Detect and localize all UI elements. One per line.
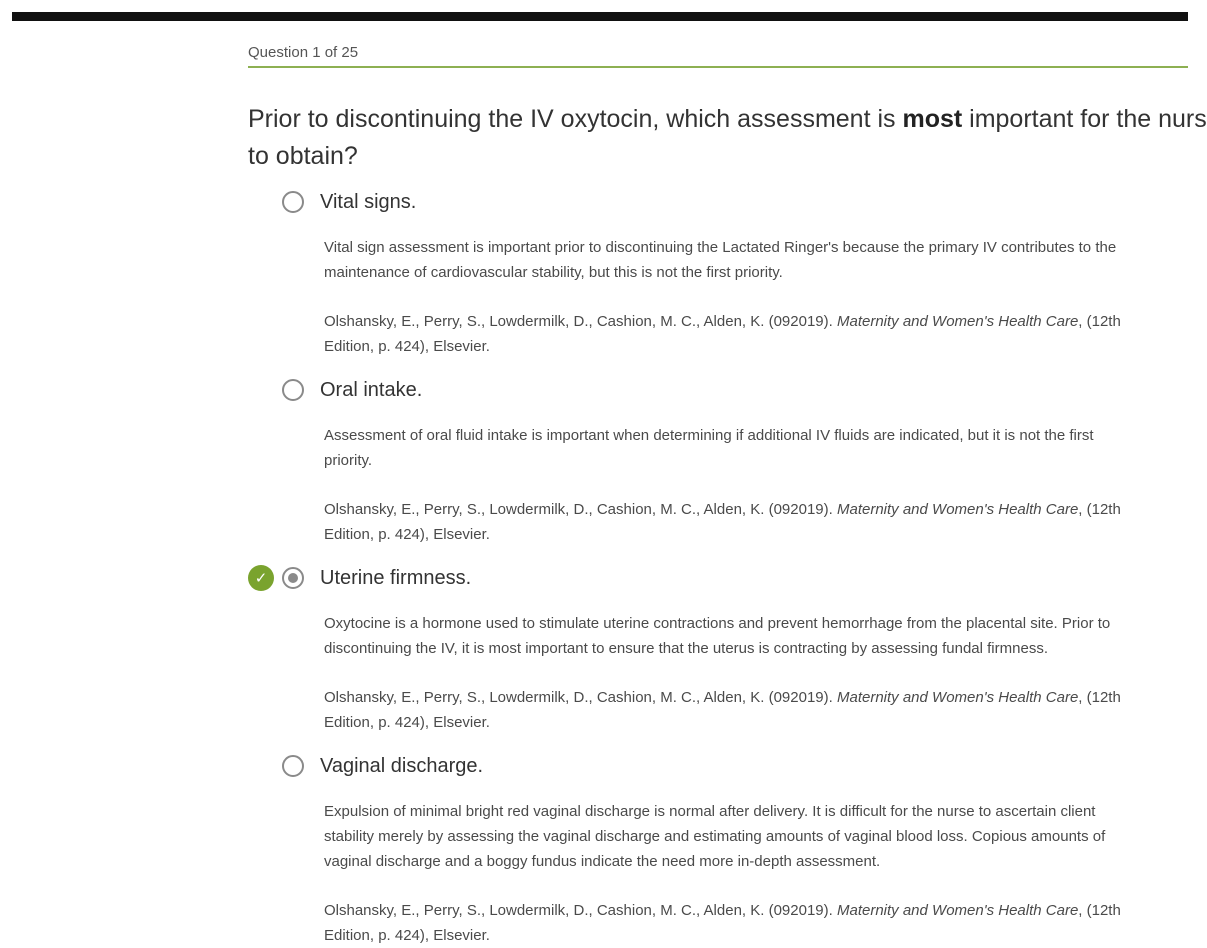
rationale-line: stability merely by assessing the vaginal discharge and estimating amounts of vaginal blood loss. Copious amounts of (324, 828, 1106, 845)
answer-option[interactable] (282, 749, 1200, 948)
reference-line (324, 685, 1200, 710)
question-line-1 (248, 101, 1207, 138)
reference-edition: , (12th (1078, 689, 1121, 706)
rationale-line: maintenance of cardiovascular stability, but this is not the first priority. (324, 264, 783, 281)
rationale-line: priority. (324, 452, 373, 469)
radio-button-selected[interactable] (282, 567, 304, 589)
answer-option-label[interactable]: Oral intake. (320, 378, 423, 401)
reference-title: Maternity and Women's Health Care (836, 501, 1079, 518)
answer-option-head[interactable] (282, 185, 1200, 219)
reference-authors: Olshansky, E., Perry, S., Lowdermilk, D., Cashion, M. C., Alden, K. (092019). (324, 313, 837, 330)
correct-check-icon: ✓ (248, 565, 274, 591)
question-emphasis: most (902, 105, 963, 133)
answer-option-head[interactable] (254, 561, 1200, 595)
reference-authors: Olshansky, E., Perry, S., Lowdermilk, D., Cashion, M. C., Alden, K. (092019). (324, 501, 837, 518)
reference-edition: , (12th (1078, 902, 1121, 919)
answer-rationale (324, 235, 1200, 285)
radio-button[interactable] (282, 755, 304, 777)
reference-title: Maternity and Women's Health Care (836, 689, 1079, 706)
answer-option-head[interactable] (282, 373, 1200, 407)
reference-line: Edition, p. 424), Elsevier. (324, 927, 490, 944)
top-bar (12, 12, 1188, 21)
reference-line: Edition, p. 424), Elsevier. (324, 526, 490, 543)
rationale-line: Vital sign assessment is important prior to discontinuing the Lactated Ringer's because the primary IV contributes to the (324, 239, 1117, 256)
reference-authors: Olshansky, E., Perry, S., Lowdermilk, D., Cashion, M. C., Alden, K. (092019). (324, 689, 837, 706)
question-panel (248, 40, 1207, 944)
reference-edition: , (12th (1078, 313, 1121, 330)
reference-line (324, 309, 1200, 334)
question-line-2: to obtain? (248, 142, 358, 170)
answer-option-label[interactable]: Vaginal discharge. (320, 754, 484, 777)
answer-option-label[interactable]: Vital signs. (320, 190, 417, 213)
rationale-line: Expulsion of minimal bright red vaginal discharge is normal after delivery. It is difficult for the nurse to ascertain client (324, 803, 1096, 820)
rationale-line: Assessment of oral fluid intake is important when determining if additional IV fluids are indicated, but it is not the first (324, 427, 1094, 444)
answer-rationale (324, 423, 1200, 473)
rationale-line: discontinuing the IV, it is most important to ensure that the uterus is contracting by assessing fundal firmness. (324, 640, 1048, 657)
radio-button[interactable] (282, 379, 304, 401)
answer-option-head[interactable] (282, 749, 1200, 783)
reference-title: Maternity and Women's Health Care (836, 313, 1079, 330)
reference-line: Edition, p. 424), Elsevier. (324, 338, 490, 355)
reference-citation (324, 309, 1200, 359)
reference-line (324, 497, 1200, 522)
reference-edition: , (12th (1078, 501, 1121, 518)
reference-citation (324, 898, 1200, 948)
reference-line: Edition, p. 424), Elsevier. (324, 714, 490, 731)
answer-option[interactable] (254, 561, 1200, 735)
reference-line (324, 898, 1200, 923)
reference-citation (324, 497, 1200, 547)
rationale-line: vaginal discharge and a boggy fundus indicate the need more in-depth assessment. (324, 853, 881, 870)
reference-citation (324, 685, 1200, 735)
answer-option-label[interactable]: Uterine firmness. (320, 566, 472, 589)
question-stem (248, 101, 1207, 175)
answer-rationale (324, 611, 1200, 661)
answer-rationale (324, 799, 1200, 874)
radio-button[interactable] (282, 191, 304, 213)
question-text: important for the nurs (962, 105, 1207, 133)
reference-title: Maternity and Women's Health Care (836, 902, 1079, 919)
question-text: Prior to discontinuing the IV oxytocin, which assessment is (248, 105, 903, 133)
answer-option[interactable] (282, 185, 1200, 359)
answer-option[interactable] (282, 373, 1200, 547)
reference-authors: Olshansky, E., Perry, S., Lowdermilk, D., Cashion, M. C., Alden, K. (092019). (324, 902, 837, 919)
question-counter: Question 1 of 25 (248, 40, 1188, 68)
rationale-line: Oxytocine is a hormone used to stimulate uterine contractions and prevent hemorrhage from the placental site. Prior to (324, 615, 1111, 632)
